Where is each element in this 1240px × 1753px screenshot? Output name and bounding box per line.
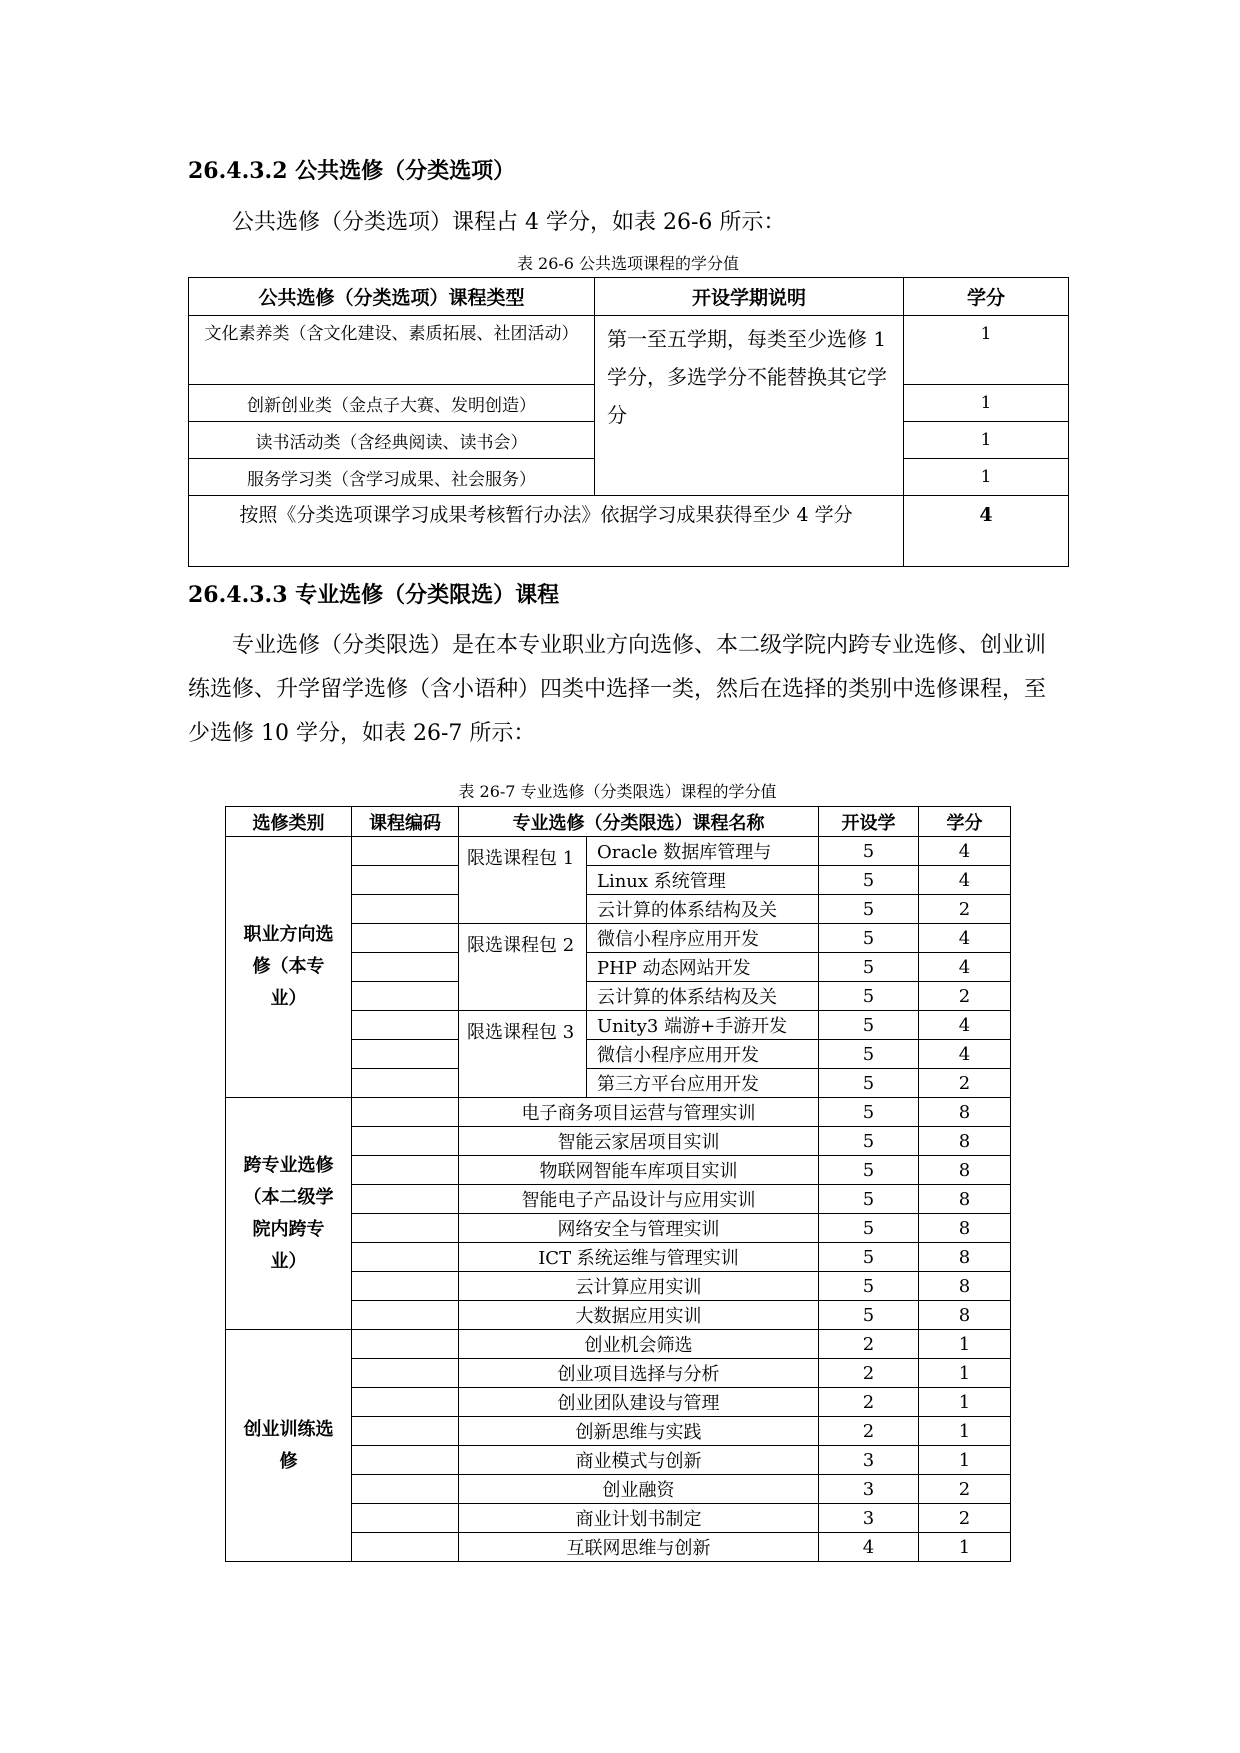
course-name-cell: 创业机会筛选	[459, 1330, 819, 1359]
table-caption-26-7: 表 26-7 专业选修（分类限选）课程的学分值	[458, 782, 777, 801]
table-header-row	[189, 278, 1069, 316]
course-code-cell	[352, 1417, 459, 1446]
term-cell: 5	[819, 1301, 919, 1330]
term-cell: 5	[819, 1011, 919, 1040]
term-cell: 2	[819, 1330, 919, 1359]
intro-paragraph-public: 公共选修（分类选项）课程占 4 学分，如表 26-6 所示：	[232, 210, 786, 235]
major-elective-table	[225, 806, 1011, 1562]
table-row	[226, 837, 1011, 866]
credit-cell: 8	[919, 1243, 1011, 1272]
package-cell: 限选课程包 2	[459, 924, 587, 1011]
credit-cell: 8	[919, 1185, 1011, 1214]
credit-cell: 8	[919, 1272, 1011, 1301]
course-name-cell: 电子商务项目运营与管理实训	[459, 1098, 819, 1127]
header-credit: 学分	[919, 807, 1011, 837]
course-name-cell: 第三方平台应用开发	[587, 1069, 819, 1098]
term-cell: 5	[819, 837, 919, 866]
credit-cell: 2	[919, 1475, 1011, 1504]
course-type-cell: 创新创业类（金点子大赛、发明创造）	[189, 385, 595, 422]
course-name-cell: 创业融资	[459, 1475, 819, 1504]
credit-cell: 1	[919, 1359, 1011, 1388]
term-cell: 3	[819, 1475, 919, 1504]
course-name-cell: 商业计划书制定	[459, 1504, 819, 1533]
term-cell: 5	[819, 1185, 919, 1214]
credit-cell: 8	[919, 1098, 1011, 1127]
header-category: 选修类别	[226, 807, 352, 837]
header-course-type: 公共选修（分类选项）课程类型	[189, 278, 595, 316]
term-cell: 5	[819, 924, 919, 953]
term-cell: 5	[819, 1127, 919, 1156]
course-name-cell: Unity3 端游+手游开发	[587, 1011, 819, 1040]
course-code-cell	[352, 1446, 459, 1475]
course-code-cell	[352, 982, 459, 1011]
credit-cell: 4	[919, 837, 1011, 866]
category-cell-career: 职业方向选修（本专业）	[226, 837, 352, 1098]
term-cell: 5	[819, 953, 919, 982]
credit-cell: 4	[919, 953, 1011, 982]
header-course-code: 课程编码	[352, 807, 459, 837]
category-cell-cross-major: 跨专业选修（本二级学院内跨专业）	[226, 1098, 352, 1330]
credit-cell: 1	[904, 422, 1069, 459]
term-cell: 5	[819, 982, 919, 1011]
course-code-cell	[352, 924, 459, 953]
term-cell: 3	[819, 1504, 919, 1533]
credit-cell: 1	[919, 1533, 1011, 1562]
credit-cell: 8	[919, 1156, 1011, 1185]
term-cell: 5	[819, 866, 919, 895]
course-name-cell: PHP 动态网站开发	[587, 953, 819, 982]
course-type-cell: 读书活动类（含经典阅读、读书会）	[189, 422, 595, 459]
table-caption-26-6: 表 26-6 公共选项课程的学分值	[516, 254, 740, 273]
credit-cell: 1	[904, 316, 1069, 385]
course-code-cell	[352, 866, 459, 895]
package-cell: 限选课程包 3	[459, 1011, 587, 1098]
table-header-row	[226, 807, 1011, 837]
course-name-cell: 大数据应用实训	[459, 1301, 819, 1330]
course-name-cell: 物联网智能车库项目实训	[459, 1156, 819, 1185]
course-code-cell	[352, 1243, 459, 1272]
credit-cell: 1	[904, 459, 1069, 496]
course-type-cell: 服务学习类（含学习成果、社会服务）	[189, 459, 595, 496]
course-code-cell	[352, 1185, 459, 1214]
course-code-cell	[352, 1475, 459, 1504]
course-code-cell	[352, 1533, 459, 1562]
term-cell: 2	[819, 1417, 919, 1446]
course-name-cell: 微信小程序应用开发	[587, 924, 819, 953]
term-cell: 5	[819, 895, 919, 924]
course-code-cell	[352, 837, 459, 866]
table-row	[226, 1098, 1011, 1127]
term-cell: 4	[819, 1533, 919, 1562]
credit-cell: 2	[919, 982, 1011, 1011]
course-code-cell	[352, 1156, 459, 1185]
course-code-cell	[352, 1214, 459, 1243]
course-name-cell: Linux 系统管理	[587, 866, 819, 895]
credit-cell: 1	[904, 385, 1069, 422]
term-cell: 5	[819, 1214, 919, 1243]
term-cell: 5	[819, 1069, 919, 1098]
course-name-cell: ICT 系统运维与管理实训	[459, 1243, 819, 1272]
section-heading-public-elective: 26.4.3.2 公共选修（分类选项）	[188, 158, 516, 184]
course-code-cell	[352, 1504, 459, 1533]
term-cell: 5	[819, 1272, 919, 1301]
course-code-cell	[352, 1301, 459, 1330]
total-credit-cell: 4	[904, 496, 1069, 567]
term-cell: 5	[819, 1098, 919, 1127]
course-code-cell	[352, 1330, 459, 1359]
course-code-cell	[352, 895, 459, 924]
credit-cell: 1	[919, 1417, 1011, 1446]
course-name-cell: 云计算的体系结构及关	[587, 982, 819, 1011]
credit-cell: 2	[919, 1069, 1011, 1098]
credit-cell: 4	[919, 924, 1011, 953]
credit-cell: 2	[919, 895, 1011, 924]
course-name-cell: 创业团队建设与管理	[459, 1388, 819, 1417]
course-code-cell	[352, 1359, 459, 1388]
credit-cell: 8	[919, 1301, 1011, 1330]
course-name-cell: 商业模式与创新	[459, 1446, 819, 1475]
course-name-cell: Oracle 数据库管理与	[587, 837, 819, 866]
credit-cell: 1	[919, 1446, 1011, 1475]
credit-cell: 8	[919, 1127, 1011, 1156]
course-code-cell	[352, 1388, 459, 1417]
table-row	[189, 316, 1069, 385]
course-name-cell: 微信小程序应用开发	[587, 1040, 819, 1069]
term-cell: 3	[819, 1446, 919, 1475]
credit-cell: 1	[919, 1388, 1011, 1417]
term-cell: 2	[819, 1359, 919, 1388]
credit-cell: 4	[919, 1011, 1011, 1040]
course-code-cell	[352, 953, 459, 982]
course-code-cell	[352, 1272, 459, 1301]
credit-cell: 4	[919, 866, 1011, 895]
semester-note-cell: 第一至五学期，每类至少选修 1 学分，多选学分不能替换其它学分	[595, 316, 904, 496]
section-heading-major-elective: 26.4.3.3 专业选修（分类限选）课程	[188, 582, 560, 608]
course-name-cell: 互联网思维与创新	[459, 1533, 819, 1562]
category-cell-entrepreneurship: 创业训练选修	[226, 1330, 352, 1562]
credit-cell: 1	[919, 1330, 1011, 1359]
course-name-cell: 云计算应用实训	[459, 1272, 819, 1301]
public-elective-table	[188, 277, 1069, 567]
total-requirement-cell: 按照《分类选项课学习成果考核暂行办法》依据学习成果获得至少 4 学分	[189, 496, 904, 567]
table-row	[226, 1330, 1011, 1359]
credit-cell: 4	[919, 1040, 1011, 1069]
term-cell: 5	[819, 1243, 919, 1272]
course-code-cell	[352, 1127, 459, 1156]
course-code-cell	[352, 1069, 459, 1098]
course-name-cell: 智能电子产品设计与应用实训	[459, 1185, 819, 1214]
term-cell: 5	[819, 1156, 919, 1185]
course-code-cell	[352, 1040, 459, 1069]
term-cell: 2	[819, 1388, 919, 1417]
course-code-cell	[352, 1098, 459, 1127]
table-total-row	[189, 496, 1069, 567]
header-course-name: 专业选修（分类限选）课程名称	[459, 807, 819, 837]
course-name-cell: 创业项目选择与分析	[459, 1359, 819, 1388]
package-cell: 限选课程包 1	[459, 837, 587, 924]
credit-cell: 2	[919, 1504, 1011, 1533]
intro-paragraph-major: 专业选修（分类限选）是在本专业职业方向选修、本二级学院内跨专业选修、创业训练选修、升学留学选修（含小语种）四类中选择一类，然后在选择的类别中选修课程，至少选修 10 学分，如表 26-7 所示：	[188, 633, 1047, 746]
course-name-cell: 创新思维与实践	[459, 1417, 819, 1446]
header-term: 开设学	[819, 807, 919, 837]
credit-cell: 8	[919, 1214, 1011, 1243]
course-code-cell	[352, 1011, 459, 1040]
course-type-cell: 文化素养类（含文化建设、素质拓展、社团活动）	[189, 316, 595, 385]
course-name-cell: 网络安全与管理实训	[459, 1214, 819, 1243]
course-name-cell: 智能云家居项目实训	[459, 1127, 819, 1156]
course-name-cell: 云计算的体系结构及关	[587, 895, 819, 924]
header-credit: 学分	[904, 278, 1069, 316]
term-cell: 5	[819, 1040, 919, 1069]
header-semester-note: 开设学期说明	[595, 278, 904, 316]
